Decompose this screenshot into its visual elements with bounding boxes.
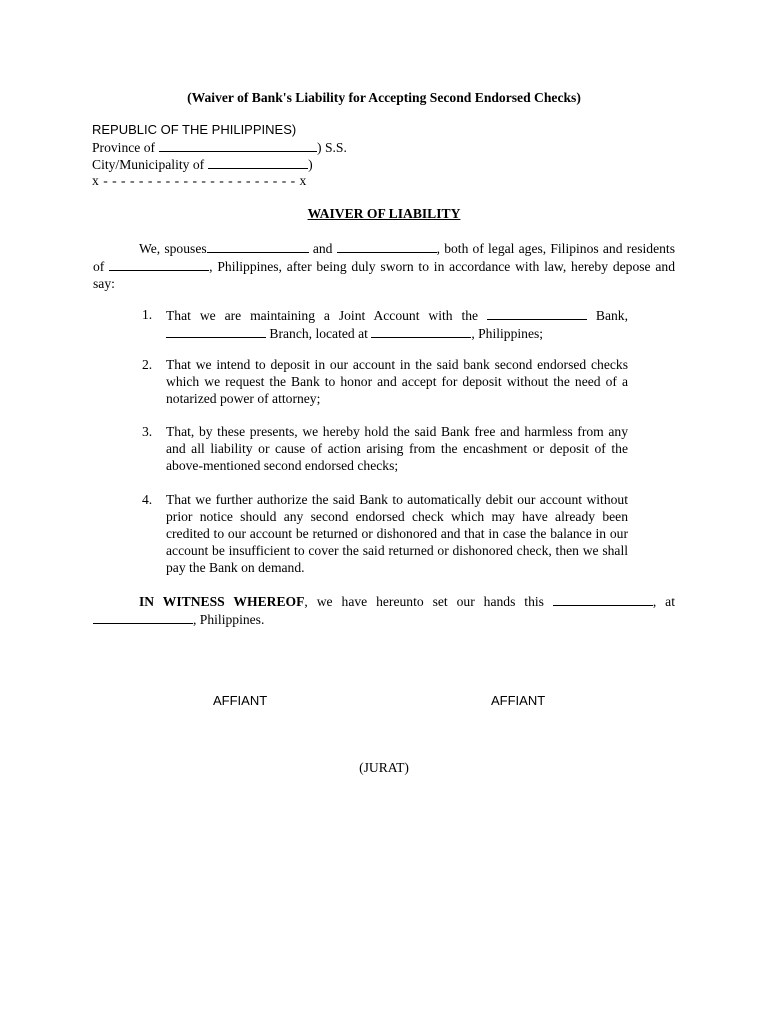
affiant-signature-right: AFFIANT [491, 693, 546, 708]
affiant-signature-left: AFFIANT [213, 693, 268, 708]
city-label: City/Municipality of [92, 157, 205, 172]
list-item-number: 2. [142, 357, 153, 372]
city-blank [208, 155, 308, 169]
caption-republic: REPUBLIC OF THE PHILIPPINES) [92, 122, 297, 137]
document-heading: WAIVER OF LIABILITY [307, 206, 461, 221]
item-1-text-b: Bank, [586, 308, 628, 323]
list-item-text: That, by these presents, we hereby hold the said Bank free and harmless from any and all liability or cause of action arising from the encashment or deposit of the above-mentioned second endorsed checks; [166, 424, 628, 473]
spouse-1-blank [207, 239, 309, 253]
intro-text-3: , both of legal ages, Filipinos and residents of [93, 241, 675, 274]
caption-city [92, 155, 313, 173]
location-blank [371, 324, 471, 338]
list-item-number: 4. [142, 492, 153, 507]
list-item-text: That we intend to deposit in our account in the said bank second endorsed checks which we request the Bank to honor and accept for deposit without the need of a notarized power of attorney; [166, 357, 628, 406]
list-item-text: That we further authorize the said Bank to automatically debit our account without prior notice should any second endorsed check which may have already been credited to our account be returned or dishonored and that in case the balance in our account be insufficient to cover the said returned or dishonored check, then we shall pay the Bank on demand. [166, 492, 628, 575]
witness-text-2: , at [652, 594, 675, 609]
item-1-text-c: Branch, located at [266, 326, 372, 341]
date-blank [553, 592, 653, 606]
witness-heading: IN WITNESS WHEREOF [139, 594, 305, 609]
witness-paragraph [93, 592, 675, 628]
witness-text-1: , we have hereunto set our hands this [304, 594, 553, 609]
jurat-label: (JURAT) [359, 760, 409, 775]
province-blank [159, 138, 317, 152]
bank-name-blank [487, 306, 587, 320]
spouse-2-blank [337, 239, 437, 253]
residence-blank [109, 257, 209, 271]
intro-paragraph [93, 239, 675, 292]
intro-text-2: and [308, 241, 337, 256]
caption-separator: x - - - - - - - - - - - - - - - - - - - - - - x [92, 173, 307, 188]
branch-blank [166, 324, 266, 338]
city-suffix: ) [308, 157, 313, 172]
place-blank [93, 610, 193, 624]
list-item-number: 1. [142, 307, 153, 322]
document-subtitle: (Waiver of Bank's Liability for Accepting Second Endorsed Checks) [187, 90, 581, 105]
province-suffix: ) S.S. [317, 140, 347, 155]
item-1-text-a: That we are maintaining a Joint Account with the [166, 308, 487, 323]
witness-text-3: , Philippines. [193, 612, 265, 627]
province-label: Province of [92, 140, 156, 155]
intro-text-1: We, spouses [139, 241, 207, 256]
list-item-number: 3. [142, 424, 153, 439]
intro-text-4: , Philippines, after being duly sworn to in accordance with law, hereby depose and say: [93, 259, 675, 291]
list-item-text [166, 306, 628, 342]
item-1-text-d: , Philippines; [471, 326, 544, 341]
caption-province [92, 138, 347, 156]
